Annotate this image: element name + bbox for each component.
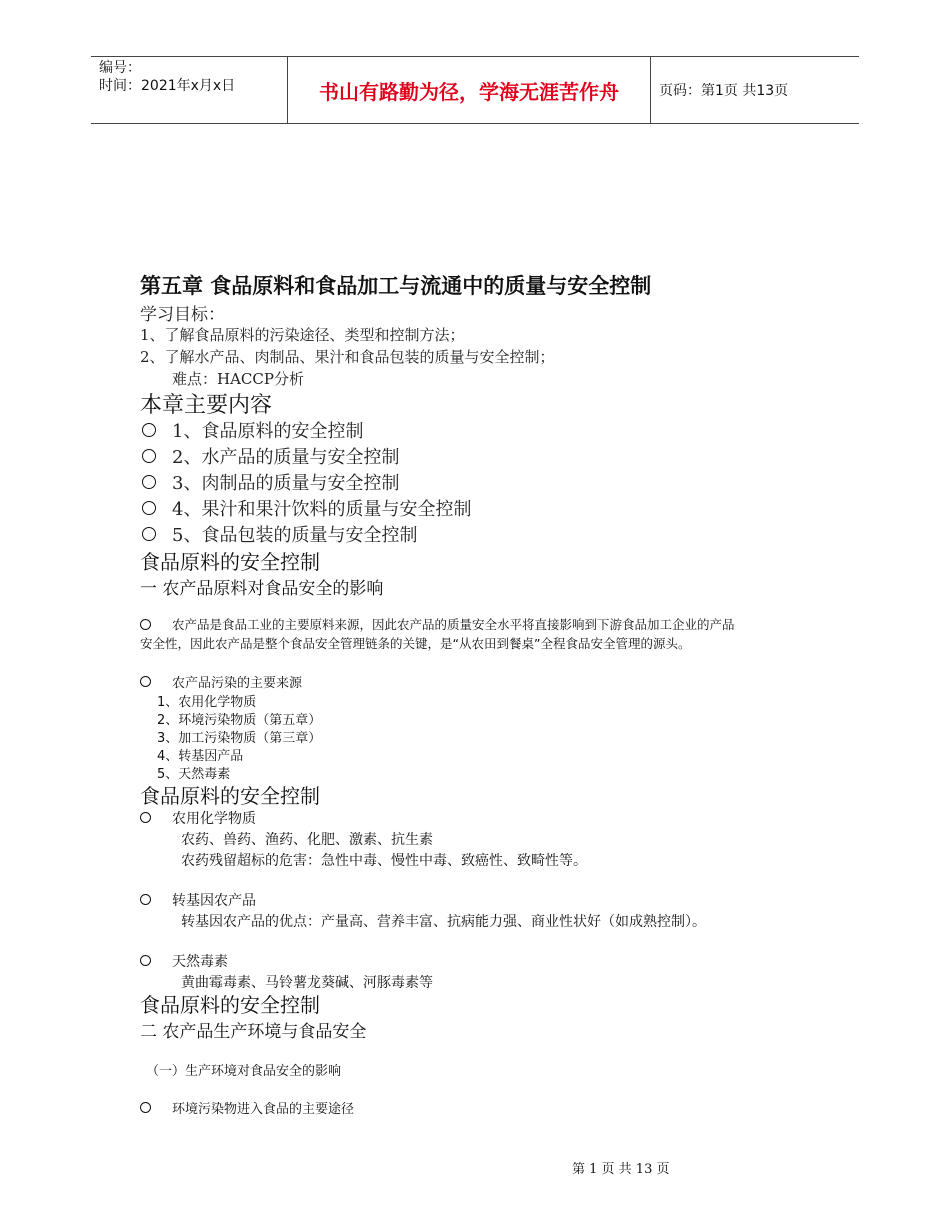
contents-item: 2、水产品的质量与安全控制 [142,443,399,469]
gm-line: 转基因农产品的优点：产量高、营养丰富、抗病能力强、商业性状好（如成熟控制）。 [181,914,706,930]
source-item: 5、天然毒素 [157,767,231,782]
circle-bullet-icon [140,894,151,905]
subsection-label: （一）生产环境对食品安全的影响 [146,1064,342,1079]
section-subheading: 一 农产品原料对食品安全的影响 [140,579,384,599]
contents-item: 5、食品包装的质量与安全控制 [142,521,417,547]
learning-goal-1: 1、了解食品原料的污染途径、类型和控制方法； [140,326,465,344]
header-table [91,56,859,124]
chapter-title: 第五章 食品原料和食品加工与流通中的质量与安全控制 [140,274,652,298]
contents-item: 3、肉制品的质量与安全控制 [142,469,399,495]
learning-goal-2: 2、了解水产品、肉制品、果汁和食品包装的质量与安全控制； [140,348,555,366]
paragraph-line: 安全性，因此农产品是整个食品安全管理链条的关键，是“从农田到餐桌”全程食品安全管理的源头。 [140,636,691,651]
section-heading: 食品原料的安全控制 [140,993,320,1017]
circle-bullet-icon [140,1102,151,1113]
contents-heading: 本章主要内容 [140,393,273,418]
circle-bullet-icon [142,449,156,463]
header-motto: 书山有路勤为径，学海无涯苦作舟 [287,57,651,123]
learning-goals-label: 学习目标： [140,305,225,325]
circle-bullet-icon [142,527,156,541]
route-label: 环境污染物进入食品的主要途径 [140,1098,354,1117]
circle-bullet-icon [140,955,151,966]
contents-item: 4、果汁和果汁饮料的质量与安全控制 [142,495,471,521]
toxin-line: 黄曲霉毒素、马铃薯龙葵碱、河豚毒素等 [181,975,433,991]
page-footer: 第 1 页 共 13 页 [572,1162,670,1177]
source-item: 3、加工污染物质（第三章） [157,731,322,746]
section-heading: 食品原料的安全控制 [140,550,320,574]
chem-label: 农用化学物质 [140,808,256,828]
toxin-label: 天然毒素 [140,951,228,971]
circle-bullet-icon [142,475,156,489]
paragraph-line: 农产品是食品工业的主要原料来源，因此农产品的质量安全水平将直接影响到下游食品加工企业的产品 [172,617,735,632]
section-heading: 食品原料的安全控制 [140,784,320,808]
source-item: 4、转基因产品 [157,749,244,764]
time-label: 时间：2021年x月x日 [99,78,236,94]
header-meta [91,57,287,123]
difficulty-note: 难点：HACCP分析 [172,370,304,388]
source-item: 1、农用化学物质 [157,695,257,710]
circle-bullet-icon [142,501,156,515]
source-item: 2、环境污染物质（第五章） [157,713,322,728]
sources-label: 农产品污染的主要来源 [140,672,302,691]
chem-line: 农药残留超标的危害：急性中毒、慢性中毒、致癌性、致畸性等。 [181,853,587,869]
circle-bullet-icon [140,676,151,687]
chem-line: 农药、兽药、渔药、化肥、激素、抗生素 [181,832,433,848]
gm-label: 转基因农产品 [140,890,256,910]
header-page-info: 页码：第1页 共13页 [659,83,789,99]
circle-bullet-icon [140,619,151,630]
circle-bullet-icon [142,423,156,437]
intro-paragraph [140,615,735,634]
number-label: 编号： [99,60,141,76]
contents-item: 1、食品原料的安全控制 [142,417,363,443]
circle-bullet-icon [140,812,151,823]
section-subheading: 二 农产品生产环境与食品安全 [140,1022,367,1042]
